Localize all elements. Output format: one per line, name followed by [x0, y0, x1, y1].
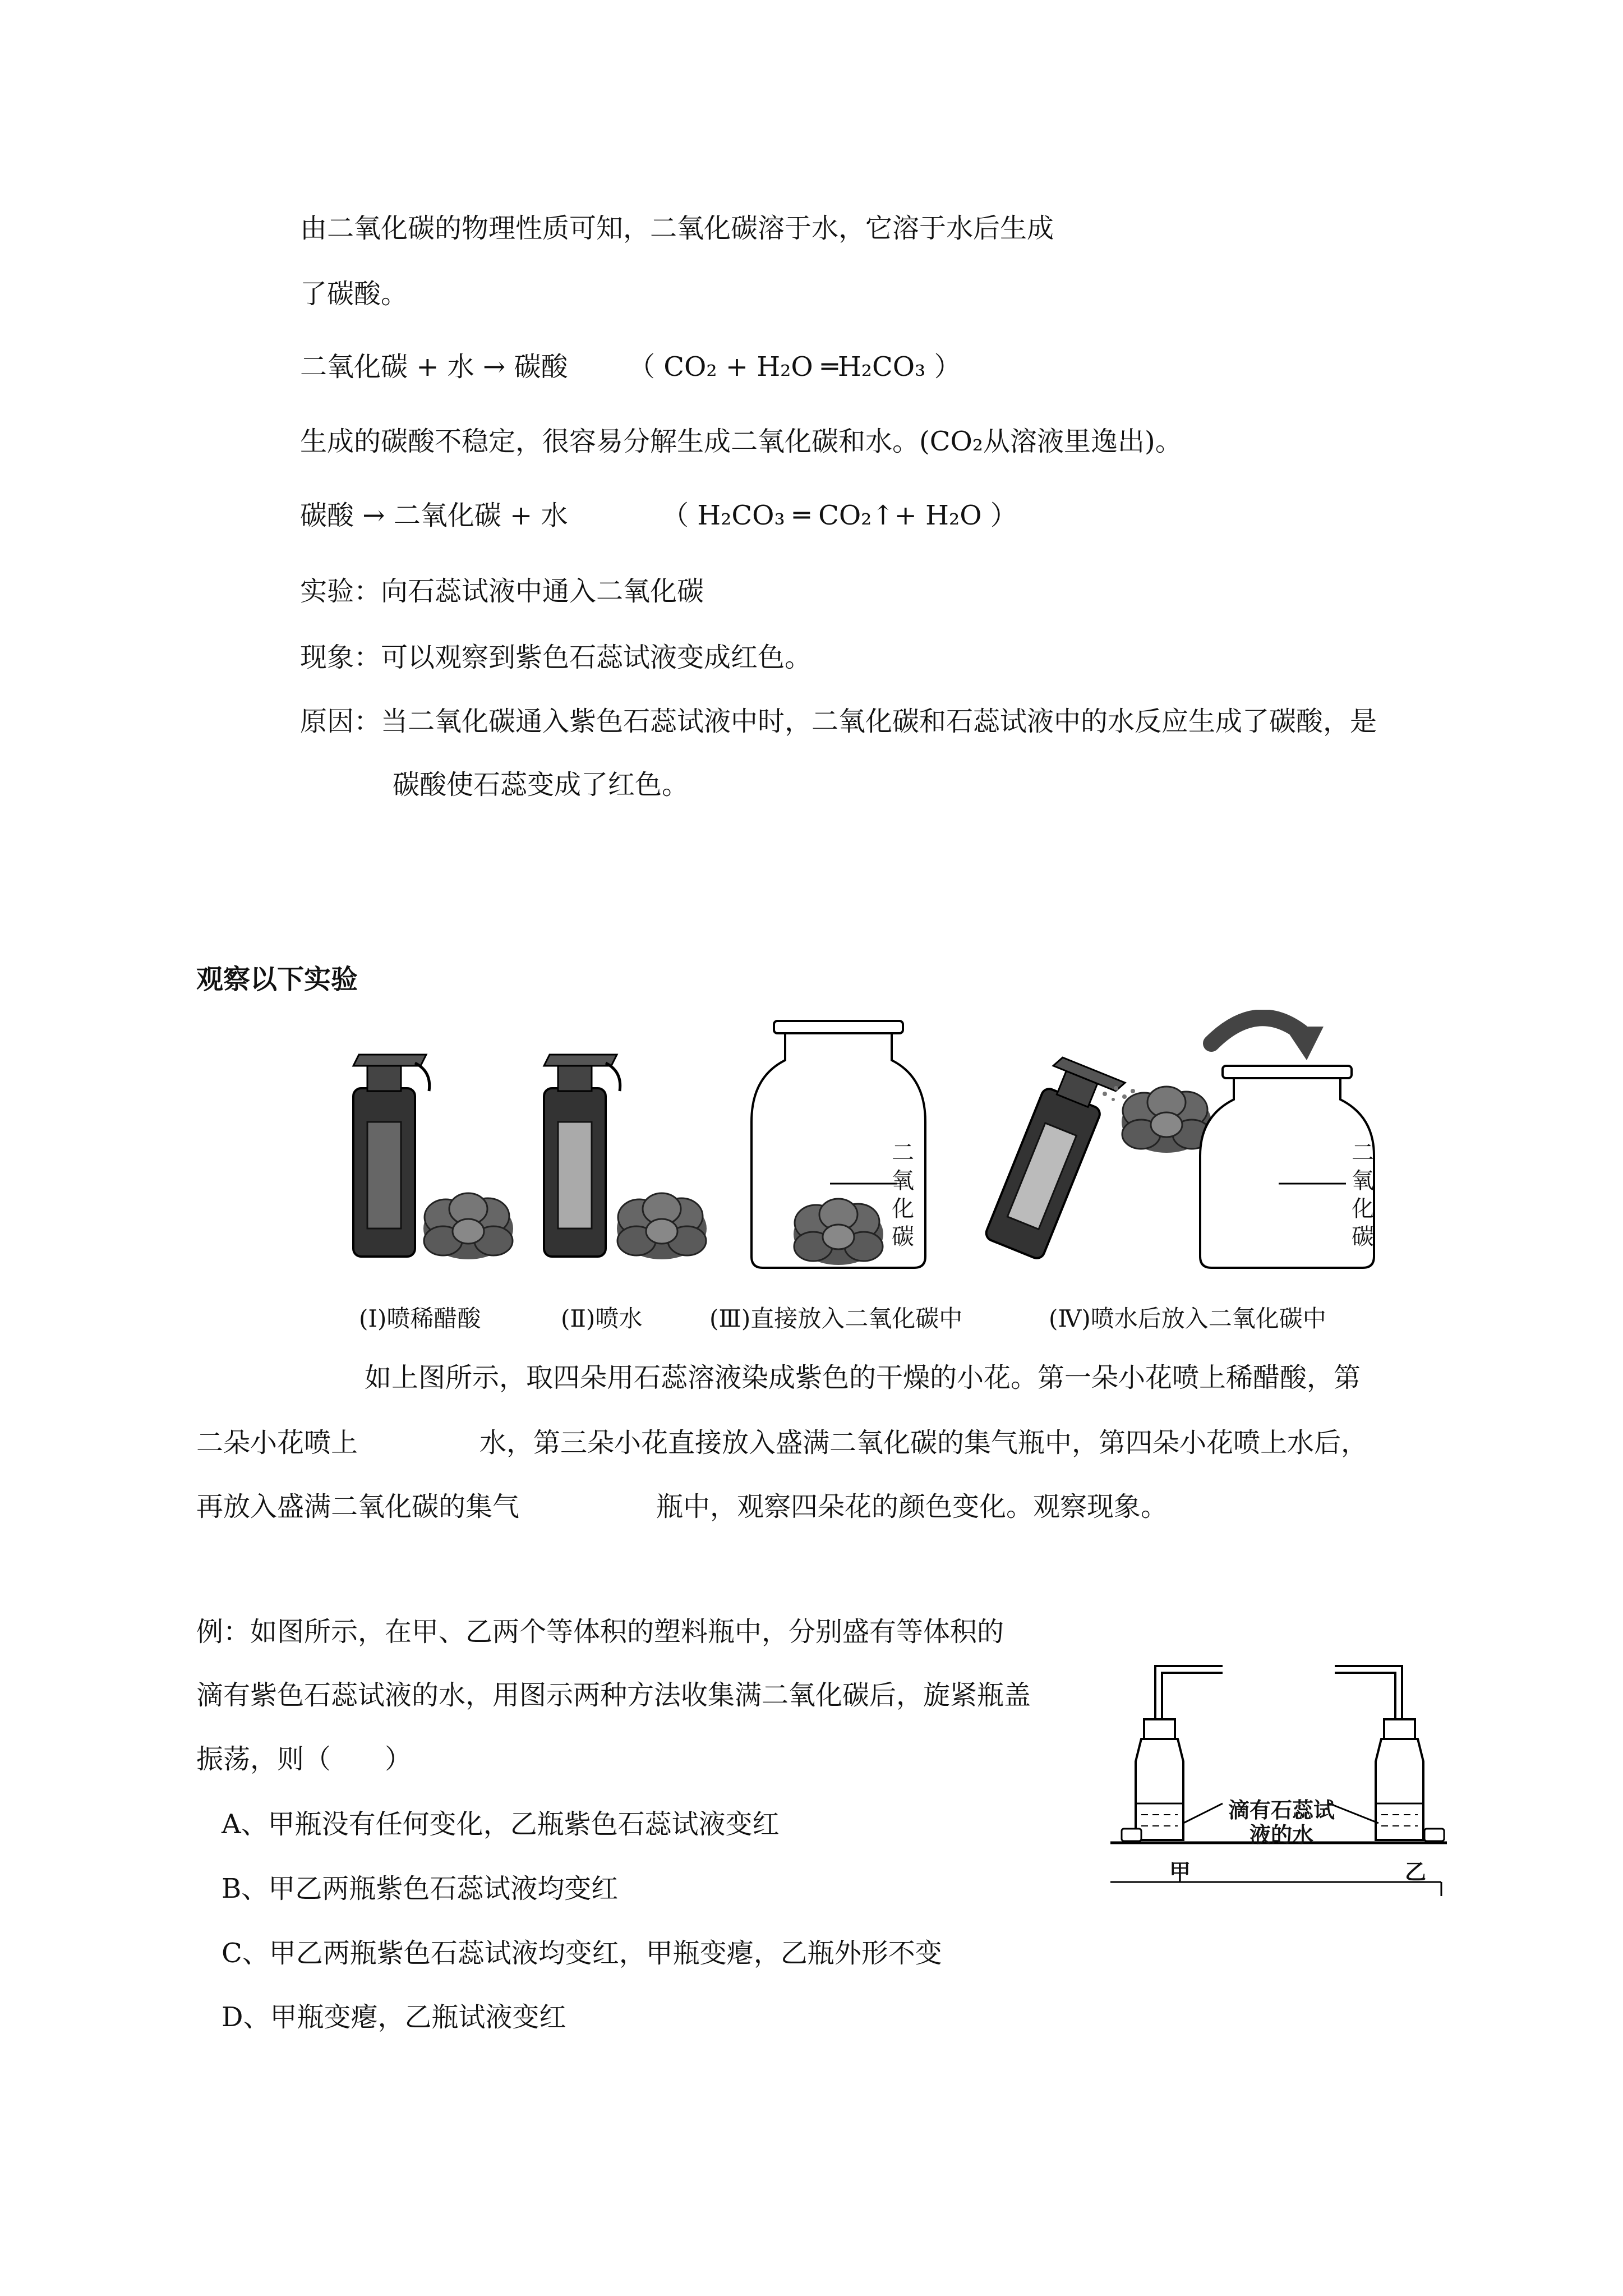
- reason-line: 原因：当二氧化碳通入紫色石蕊试液中时，二氧化碳和石蕊试液中的水反应生成了碳酸，是: [300, 706, 1377, 737]
- phenomenon-line: 现象：可以观察到紫色石蕊试液变成红色。: [300, 642, 812, 673]
- figure-caption: (Ⅱ)喷水: [561, 1305, 643, 1332]
- figure-caption: (Ⅲ)直接放入二氧化碳中: [709, 1305, 963, 1332]
- question-text: 振荡，则（ ）: [196, 1743, 412, 1775]
- bottle-label-yi: 乙: [1405, 1860, 1427, 1884]
- paragraph-line: 如上图所示，取四朵用石蕊溶液染成紫色的干燥的小花。第一朵小花喷上稀醋酸，第: [365, 1362, 1361, 1393]
- liquid-label: 滴有石蕊试液的水: [1228, 1798, 1335, 1847]
- option-a: A、甲瓶没有任何变化，乙瓶紫色石蕊试液变红: [222, 1809, 780, 1840]
- option-c: C、甲乙两瓶紫色石蕊试液均变红，甲瓶变瘪，乙瓶外形不变: [222, 1938, 942, 1969]
- paragraph-line: 由二氧化碳的物理性质可知，二氧化碳溶于水，它溶于水后生成: [300, 213, 1054, 244]
- spray-bottle-icon: [353, 1055, 430, 1257]
- paragraph-line: 水，第三朵小花直接放入盛满二氧化碳的集气瓶中，第四朵小花喷上水后，: [479, 1427, 1368, 1458]
- section-heading: 观察以下实验: [196, 964, 358, 995]
- equation-words: 二氧化碳 + 水 → 碳酸: [300, 351, 568, 383]
- equation-formula: （ H₂CO₃ ═ CO₂↑+ H₂O ）: [662, 500, 1017, 531]
- figure-caption: (Ⅰ)喷稀醋酸: [359, 1305, 481, 1332]
- question-text: 例：如图所示，在甲、乙两个等体积的塑料瓶中，分别盛有等体积的: [196, 1616, 1004, 1648]
- paragraph-line: 二朵小花喷上: [196, 1427, 358, 1458]
- equation-words: 碳酸 → 二氧化碳 + 水: [300, 500, 568, 531]
- spray-bottle-icon: [984, 1055, 1125, 1264]
- gas-jar-icon: [1200, 1066, 1374, 1268]
- paragraph-line: 再放入盛满二氧化碳的集气: [196, 1491, 520, 1522]
- experiment-figure: [336, 1010, 1436, 1290]
- flower-icon: [423, 1193, 513, 1259]
- figure-caption: (Ⅳ)喷水后放入二氧化碳中: [1049, 1305, 1326, 1332]
- flower-icon: [617, 1193, 707, 1259]
- curved-arrow-icon: [1211, 1018, 1324, 1060]
- experiment-line: 实验：向石蕊试液中通入二氧化碳: [300, 576, 704, 607]
- paragraph-line: 瓶中，观察四朵花的颜色变化。观察现象。: [656, 1491, 1168, 1522]
- plastic-bottle-icon: [1376, 1719, 1423, 1840]
- option-b: B、甲乙两瓶紫色石蕊试液均变红: [222, 1873, 619, 1904]
- reason-line: 碳酸使石蕊变成了红色。: [393, 769, 689, 800]
- plastic-bottle-icon: [1136, 1719, 1183, 1840]
- flower-icon: [1122, 1087, 1211, 1153]
- co2-label: 二氧化碳: [892, 1140, 914, 1250]
- paragraph-line: 生成的碳酸不稳定，很容易分解生成二氧化碳和水。(CO₂从溶液里逸出)。: [300, 426, 1182, 457]
- flower-icon: [794, 1199, 883, 1265]
- spray-bottle-icon: [544, 1055, 620, 1257]
- co2-label: 二氧化碳: [1352, 1140, 1374, 1250]
- question-text: 滴有紫色石蕊试液的水，用图示两种方法收集满二氧化碳后，旋紧瓶盖: [196, 1680, 1031, 1711]
- bottle-label-jia: 甲: [1169, 1860, 1191, 1884]
- paragraph-line: 了碳酸。: [300, 278, 408, 310]
- bottles-figure: [1110, 1655, 1453, 1907]
- option-d: D、甲瓶变瘪，乙瓶试液变红: [222, 2001, 566, 2033]
- equation-formula: （ CO₂ + H₂O ═H₂CO₃ ）: [628, 351, 961, 383]
